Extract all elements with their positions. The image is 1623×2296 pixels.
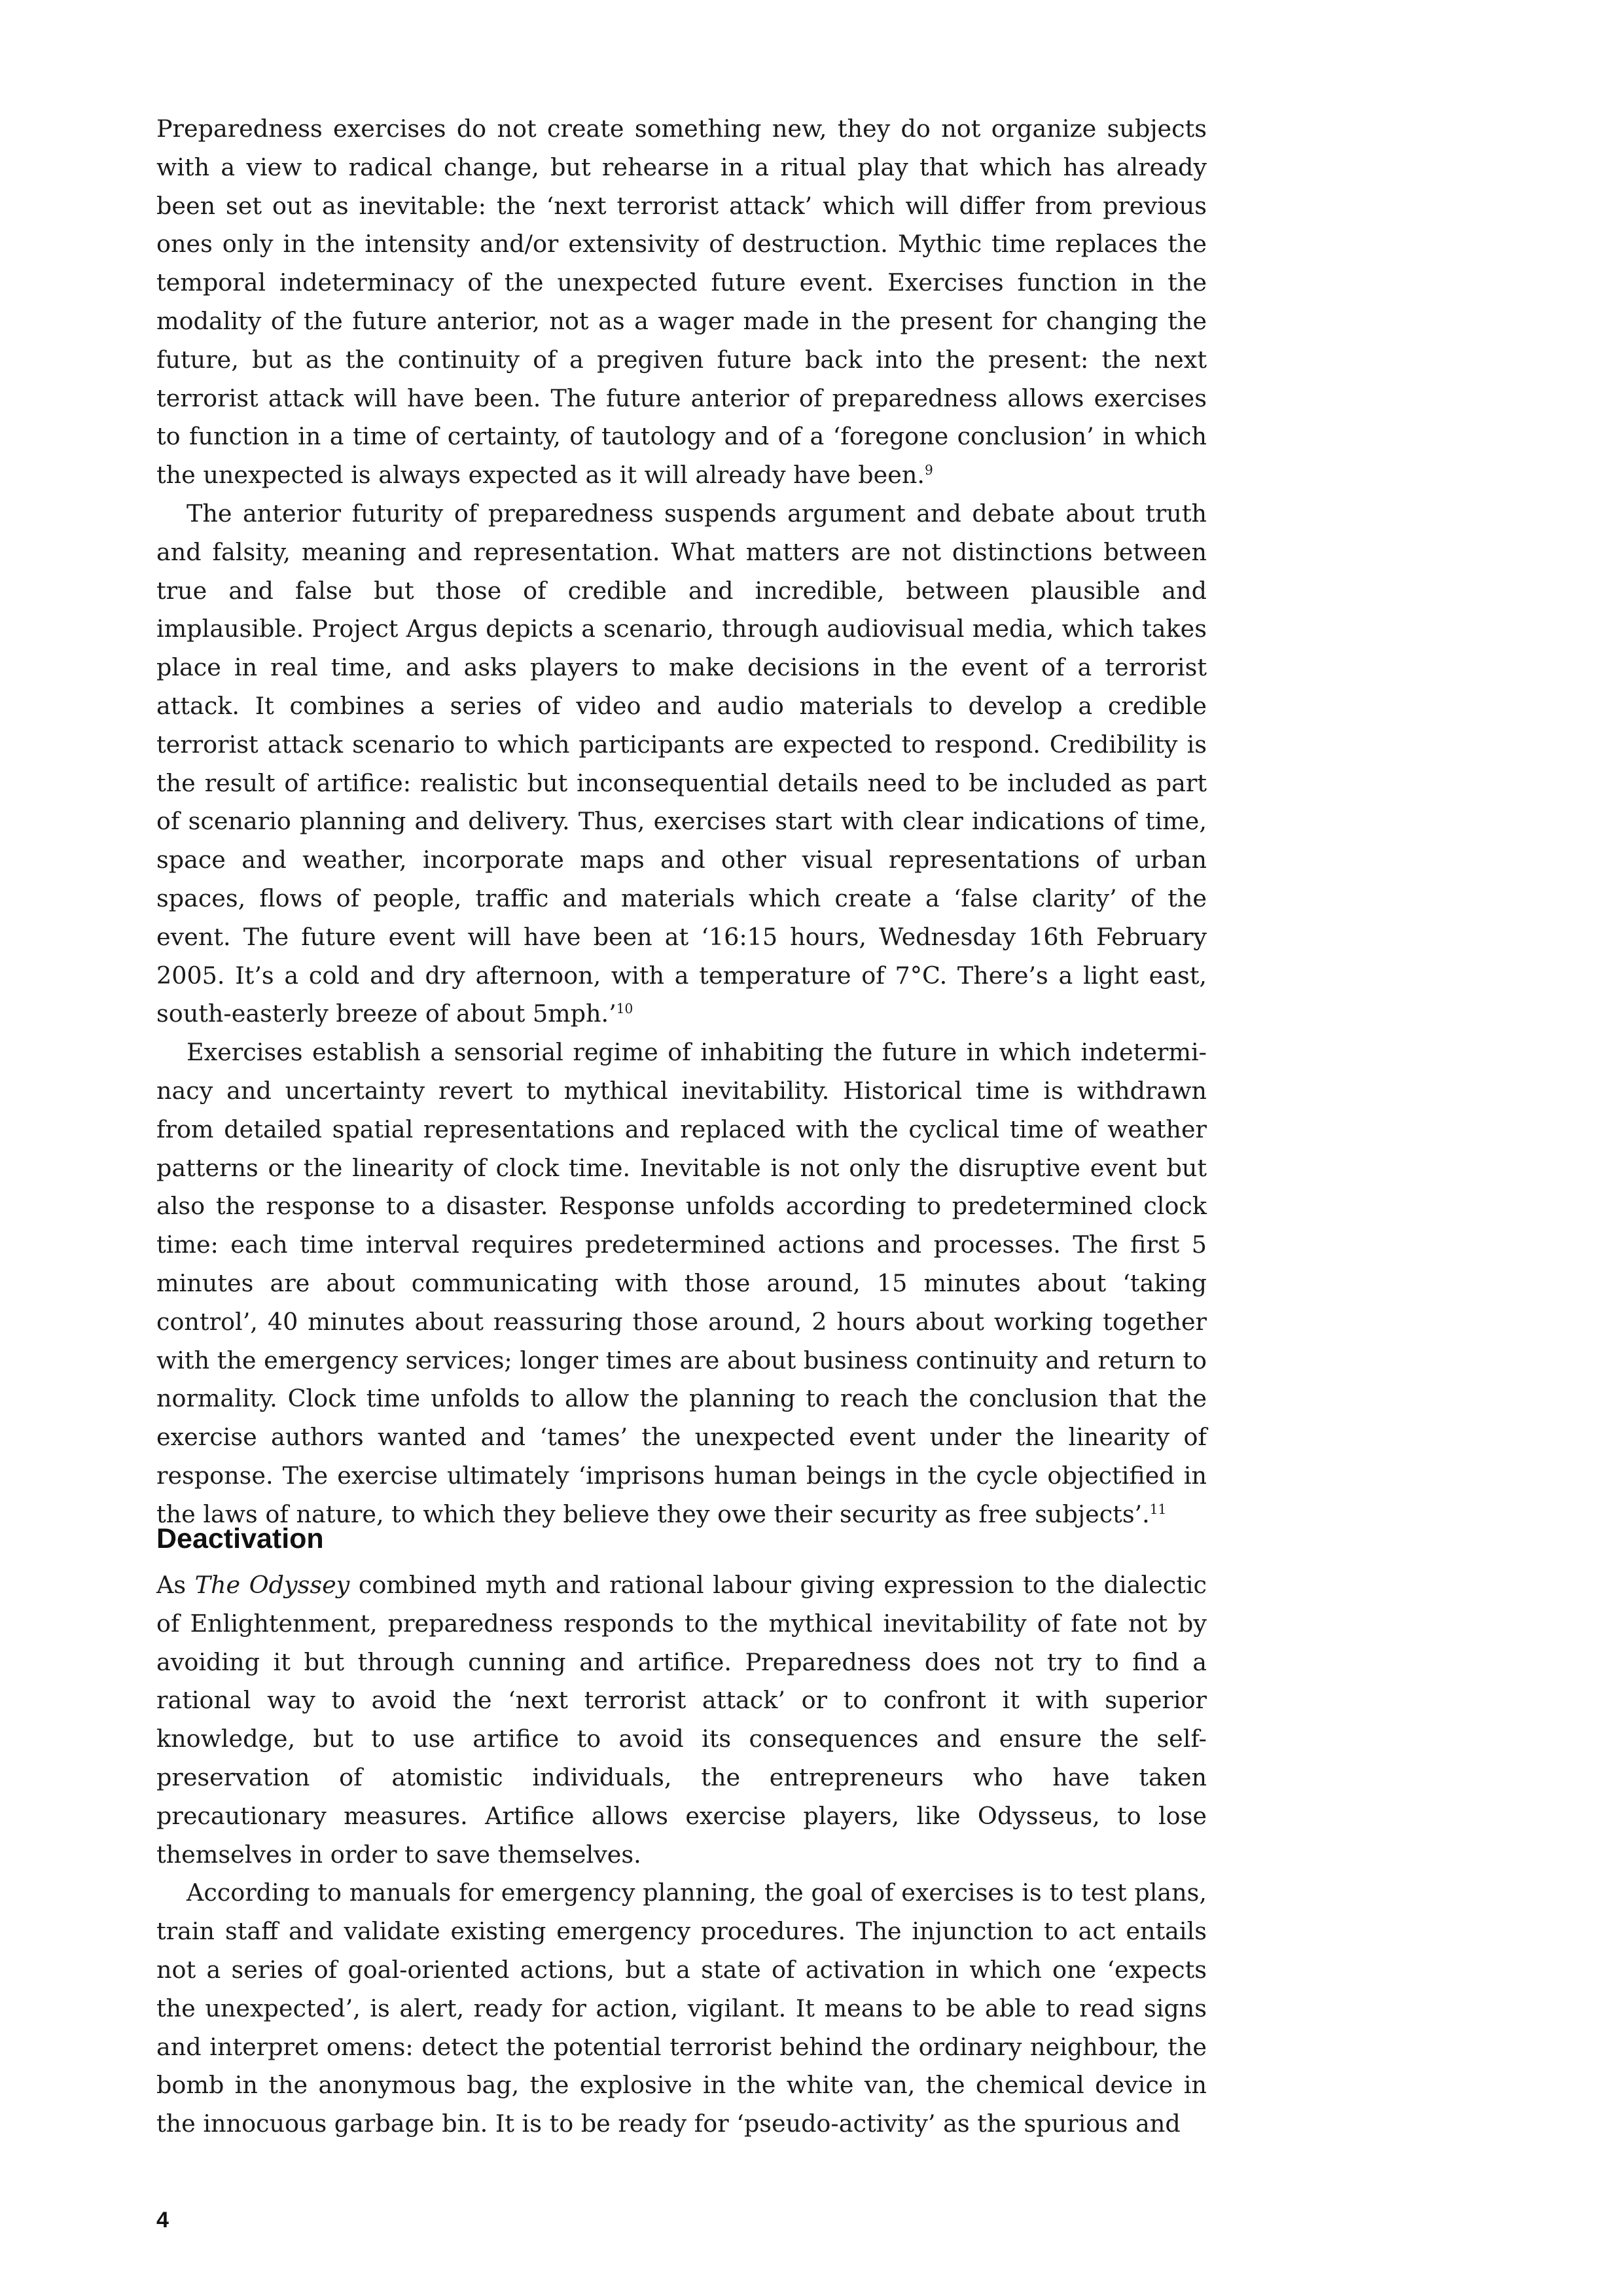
paragraph-odyssey — [156, 1566, 1207, 1874]
footnote-marker: 11 — [1149, 1501, 1167, 1517]
paragraph-sensorial-regime — [156, 1033, 1207, 1534]
footnote-marker: 9 — [924, 462, 933, 478]
paragraph-preparedness-exercises — [156, 110, 1207, 495]
paragraph-text: Preparedness exercises do not create something new, they do not organize subjects with a view to radical change, but rehearse in a ritual play that which has already been set out as inevitable: the ‘next terrorist attack’ which will differ from previous ones only in the intensity and/or extensivity of destruction. Mythic time replaces the temporal indeterminacy of the unexpected future event. Exercises function in the modality of the future anterior, not as a wager made in the present for changing the future, but as the continuity of a pregiven future back into the present: the next terrorist attack will have been. The future anterior of preparedness allows exercises to function in a time of certainty, of tautology and of a ‘foregone conclusion’ in which the unexpected is always expected as it will already have been. — [156, 115, 1207, 490]
paragraph-text: Exercises establish a sensorial regime of inhabiting the future in which indeterminacy and uncertainty revert to mythical inevitability. Historical time is withdrawn from detailed spatial representations and replaced with the cyclical time of weather patterns or the linearity of clock time. Inevitable is not only the disruptive event but also the response to a disaster. Response unfolds according to predetermined clock time: each time interval requires predetermined actions and processes. The first 5 minutes are about communicating with those around, 15 minutes about ‘taking control’, 40 minutes about reassuring those around, 2 hours about working together with the emergency services; longer times are about business continuity and return to normality. Clock time unfolds to allow the planning to reach the conclusion that the exercise authors wanted and ‘tames’ the unexpected event under the linearity of response. The exercise ultimately ‘imprisons human beings in the cycle objectified in the laws of nature, to which they believe they owe their security as free subjects’. — [156, 1038, 1207, 1528]
footnote-marker: 10 — [616, 1001, 633, 1017]
paragraph-text: According to manuals for emergency planning, the goal of exercises is to test plans, train staff and validate existing emergency procedures. The injunction to act entails not a series of goal-oriented actions, but a state of activation in which one ‘expects the unexpected’, is alert, ready for action, vigilant. It means to be able to read signs and interpret omens: detect the potential terrorist behind the ordinary neighbour, the bomb in the anonymous bag, the explosive in the white van, the chemical device in the innocuous garbage bin. It is to be ready for ‘pseudo-activity’ as the spurious and — [156, 1878, 1207, 2138]
section-heading: Deactivation — [156, 1523, 324, 1554]
book-title: The Odyssey — [194, 1571, 350, 1599]
paragraph-anterior-futurity — [156, 495, 1207, 1033]
paragraph-text: The anterior futurity of preparedness suspends argument and debate about truth and falsity, meaning and representation. What matters are not distinctions between true and false but those of credible and incredible, between plausible and implausible. Project Argus depicts a scenario, through audiovisual media, which takes place in real time, and asks players to make decisions in the event of a terrorist attack. It combines a series of video and audio materials to develop a credible terrorist attack scenario to which participants are expected to respond. Credibility is the result of artifice: realistic but inconsequential details need to be included as part of scenario planning and delivery. Thus, exercises start with clear indications of time, space and weather, incorporate maps and other visual representations of urban spaces, flows of people, traffic and materials which create a ‘false clarity’ of the event. The future event will have been at ‘16:15 hours, Wednesday 16th February 2005. It’s a cold and dry afternoon, with a temperature of 7°C. There’s a light east, south-easterly breeze of about 5mph.’ — [156, 499, 1207, 1028]
page-number: 4 — [156, 2208, 169, 2233]
body-text-before-heading — [156, 110, 1207, 1534]
body-text-after-heading — [156, 1566, 1207, 2144]
paragraph-emergency-planning — [156, 1874, 1207, 2144]
paragraph-text: combined myth and rational labour giving expression to the dialectic of Enlightenment, preparedness responds to the mythical inevitability of fate not by avoiding it but through cunning and artifice. Preparedness does not try to find a rational way to avoid the ‘next terrorist attack’ or to confront it with superior knowledge, but to use artifice to avoid its consequences and ensure the self-preservation of atomistic individuals, the entrepreneurs who have taken precautionary measures. Artifice allows exercise players, like Odysseus, to lose themselves in order to save themselves. — [156, 1571, 1207, 1869]
paragraph-lead: As — [156, 1571, 195, 1599]
